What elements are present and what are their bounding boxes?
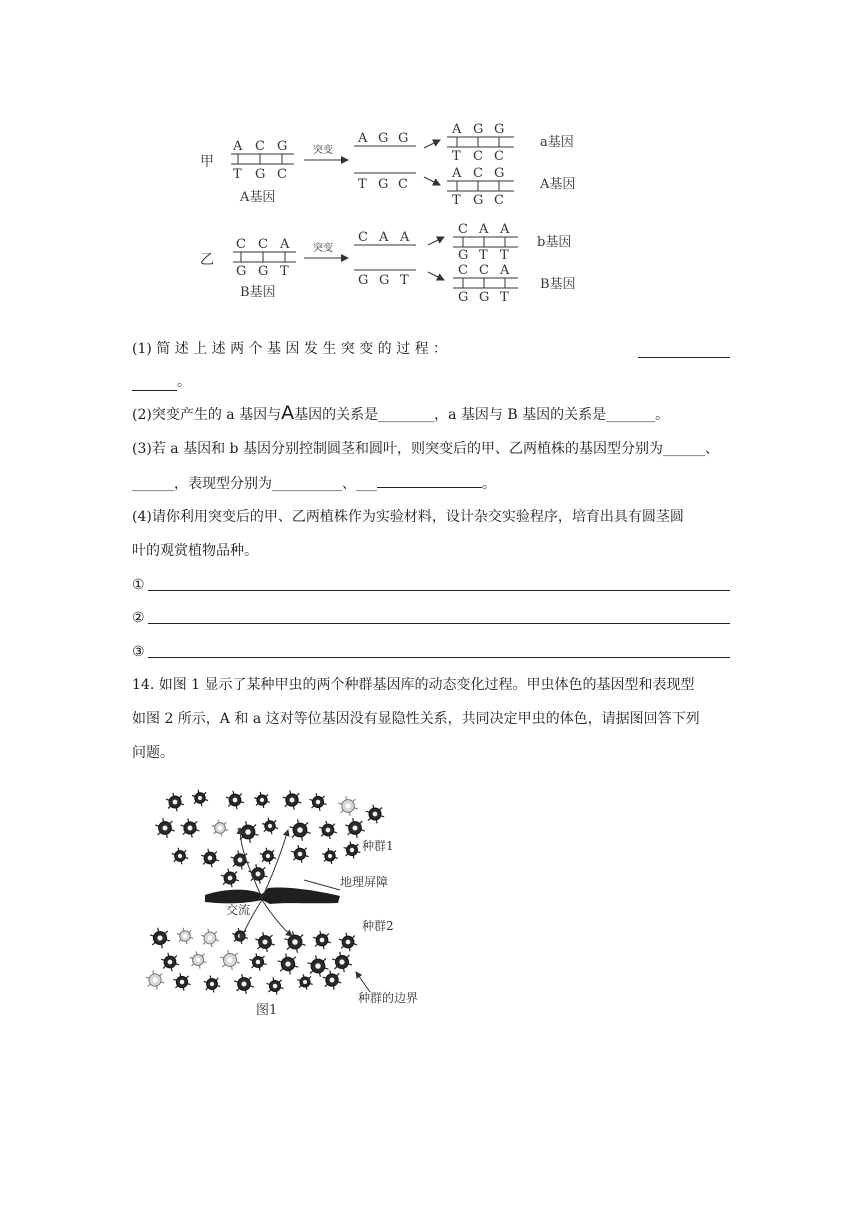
row-label-yi: 乙 bbox=[200, 252, 214, 268]
dark-beetle-icon bbox=[172, 848, 188, 865]
question-14-line3: 问题。 bbox=[132, 745, 174, 761]
label-population-boundary: 种群的边界 bbox=[358, 991, 419, 1005]
dark-beetle-icon bbox=[226, 791, 244, 809]
yi-r1-top-2: A bbox=[479, 222, 489, 237]
dark-beetle-icon bbox=[166, 793, 184, 812]
population-2-beetles bbox=[146, 928, 357, 995]
dark-beetle-icon bbox=[232, 928, 248, 944]
yi-r1-bot-1: G bbox=[458, 248, 469, 263]
jia-r1-bot-3: C bbox=[494, 149, 504, 164]
question-4-line1: (4)请你利用突变后的甲、乙两植株作为实验材料，设计杂交实验程序，培育出具有圆茎圆 bbox=[132, 509, 684, 525]
gene-mutation-diagram bbox=[0, 0, 860, 320]
jia-orig-bot-1: T bbox=[233, 167, 242, 182]
q2-big-A: A bbox=[281, 402, 295, 424]
jia-r1-bot-1: T bbox=[452, 149, 461, 164]
dark-beetle-icon bbox=[150, 928, 170, 948]
dark-beetle-icon bbox=[313, 931, 331, 949]
yi-orig-top-2: C bbox=[258, 237, 268, 252]
dark-beetle-icon bbox=[250, 953, 267, 970]
yi-r1-label: b基因 bbox=[537, 235, 572, 250]
light-beetle-icon bbox=[177, 928, 193, 944]
question-14-line2: 如图 2 所示，A 和 a 这对等位基因没有显隐性关系，共同决定甲虫的体色，请据图回答下列 bbox=[132, 711, 700, 727]
geographic-barrier bbox=[205, 887, 340, 904]
jia-r2-top-3: G bbox=[494, 166, 505, 181]
yi-mut-top-1: C bbox=[358, 230, 368, 245]
yi-arrow-down bbox=[428, 272, 444, 280]
jia-r2-bot-1: T bbox=[452, 193, 461, 208]
yi-r2-bot-1: G bbox=[458, 290, 469, 305]
jia-mut-top-1: A bbox=[358, 131, 368, 146]
light-beetle-icon bbox=[212, 820, 228, 837]
dark-beetle-icon bbox=[322, 848, 338, 864]
question-3-line1: (3)若 a 基因和 b 基因分别控制圆茎和圆叶，则突变后的甲、乙两植株的基因型分别为______、 bbox=[132, 441, 719, 457]
dark-beetle-icon bbox=[181, 819, 200, 838]
q3-answer-blank[interactable] bbox=[377, 472, 482, 488]
jia-r1-top-3: G bbox=[494, 122, 505, 137]
yi-mutated-strands bbox=[354, 230, 416, 288]
yi-original-gene bbox=[233, 237, 296, 300]
dark-beetle-icon bbox=[262, 818, 278, 834]
boundary-pointer bbox=[356, 972, 370, 992]
barrier-pointer bbox=[304, 880, 340, 890]
light-beetle-icon bbox=[220, 950, 240, 970]
dark-beetle-icon bbox=[254, 792, 270, 808]
step-2-answer-line[interactable] bbox=[148, 623, 730, 624]
jia-r1-top-1: A bbox=[452, 122, 462, 137]
light-beetle-icon bbox=[201, 929, 219, 947]
yi-gene-label: B基因 bbox=[240, 285, 276, 300]
label-population-1: 种群1 bbox=[362, 839, 394, 853]
yi-r1-top-1: C bbox=[458, 222, 468, 237]
yi-r1-bot-3: T bbox=[500, 248, 509, 263]
jia-mut-top-2: G bbox=[378, 131, 389, 146]
jia-arrow-label: 突变 bbox=[313, 145, 333, 156]
population-1-beetles bbox=[155, 790, 384, 888]
dark-beetle-icon bbox=[278, 954, 299, 975]
label-population-2: 种群2 bbox=[362, 919, 394, 933]
dark-beetle-icon bbox=[310, 793, 327, 810]
dark-beetle-icon bbox=[221, 869, 239, 888]
jia-r2-top-2: C bbox=[473, 166, 483, 181]
yi-orig-top-1: C bbox=[236, 237, 246, 252]
step-1-answer-line[interactable] bbox=[148, 590, 730, 591]
row-label-jia: 甲 bbox=[200, 154, 214, 170]
jia-r1-top-2: G bbox=[473, 122, 484, 137]
step-1-marker: ① bbox=[132, 577, 145, 593]
dark-beetle-icon bbox=[267, 977, 284, 994]
yi-r2-top-1: C bbox=[458, 263, 468, 278]
jia-r2-label: A基因 bbox=[540, 177, 576, 192]
jia-mut-bot-2: G bbox=[378, 177, 389, 192]
jia-orig-top-2: C bbox=[255, 139, 265, 154]
yi-orig-top-3: A bbox=[280, 237, 290, 252]
yi-orig-bot-3: T bbox=[280, 264, 289, 279]
yi-r2-top-2: C bbox=[479, 263, 489, 278]
dark-beetle-icon bbox=[192, 790, 208, 806]
yi-result-b-gene bbox=[453, 222, 571, 263]
yi-r1-top-3: A bbox=[500, 222, 510, 237]
jia-orig-top-1: A bbox=[233, 139, 243, 154]
dark-beetle-icon bbox=[204, 976, 221, 993]
yi-arrow-label: 突变 bbox=[313, 243, 333, 254]
jia-original-gene bbox=[231, 139, 294, 205]
yi-r2-bot-3: T bbox=[500, 290, 509, 305]
q2-part-b: 基因的关系是________，a 基因与 B 基因的关系是_______。 bbox=[294, 407, 670, 423]
dark-beetle-icon bbox=[201, 849, 219, 867]
yi-r2-bot-2: G bbox=[479, 290, 490, 305]
question-1-text: (1) 简 述 上 述 两 个 基 因 发 生 突 变 的 过 程 ： bbox=[132, 341, 448, 357]
jia-orig-bot-3: C bbox=[277, 167, 287, 182]
exchange-arrow-down-right bbox=[262, 900, 292, 936]
dark-beetle-icon bbox=[289, 819, 310, 841]
step-3-marker: ③ bbox=[132, 644, 145, 660]
label-geographic-barrier: 地理屏障 bbox=[340, 875, 389, 889]
jia-gene-label: A基因 bbox=[240, 190, 276, 205]
jia-mut-bot-3: C bbox=[398, 177, 408, 192]
label-exchange: 交流 bbox=[226, 903, 251, 917]
yi-mut-top-2: A bbox=[379, 230, 389, 245]
dark-beetle-icon bbox=[339, 933, 357, 951]
q1-answer-blank-2[interactable] bbox=[132, 390, 177, 391]
jia-r2-bot-3: C bbox=[494, 193, 504, 208]
q3-end-punct: 。 bbox=[482, 476, 496, 492]
q1-answer-blank-1[interactable] bbox=[638, 357, 730, 358]
jia-r2-top-1: A bbox=[452, 166, 462, 181]
dark-beetle-icon bbox=[283, 790, 302, 809]
yi-r2-top-3: A bbox=[500, 263, 510, 278]
dark-beetle-icon bbox=[155, 818, 174, 838]
jia-arrow-down bbox=[424, 177, 440, 185]
jia-mutated-strands bbox=[354, 131, 416, 192]
jia-mut-top-3: G bbox=[398, 131, 409, 146]
jia-orig-bot-2: G bbox=[255, 167, 266, 182]
dark-beetle-icon bbox=[345, 818, 364, 838]
yi-r2-label: B基因 bbox=[540, 277, 576, 292]
dark-beetle-icon bbox=[260, 848, 276, 865]
jia-mut-bot-1: T bbox=[358, 177, 367, 192]
question-3-line2 bbox=[132, 472, 496, 495]
jia-r2-bot-2: G bbox=[473, 193, 484, 208]
question-4-line2: 叶的观赏植物品种。 bbox=[132, 543, 258, 559]
jia-result-A-gene bbox=[447, 166, 575, 208]
dark-beetle-icon bbox=[319, 821, 337, 839]
yi-orig-bot-2: G bbox=[258, 264, 269, 279]
q1-end-punct: 。 bbox=[177, 374, 191, 390]
step-2-marker: ② bbox=[132, 610, 145, 626]
q3-line2-text: ______，表现型分别为__________、___ bbox=[132, 476, 377, 492]
light-beetle-icon bbox=[190, 951, 207, 968]
dark-beetle-icon bbox=[255, 932, 274, 952]
dark-beetle-icon bbox=[234, 974, 253, 994]
question-2 bbox=[132, 404, 669, 426]
dark-beetle-icon bbox=[161, 953, 179, 971]
dark-beetle-icon bbox=[344, 842, 361, 859]
jia-r1-label: a基因 bbox=[540, 135, 574, 150]
jia-orig-top-3: G bbox=[277, 139, 288, 154]
jia-r1-bot-2: C bbox=[473, 149, 483, 164]
yi-r1-bot-2: T bbox=[479, 248, 488, 263]
figure-1-caption: 图1 bbox=[256, 1003, 278, 1018]
dark-beetle-icon bbox=[308, 955, 329, 976]
dark-beetle-icon bbox=[323, 970, 342, 989]
dark-beetle-icon bbox=[332, 952, 352, 972]
yi-orig-bot-1: G bbox=[236, 264, 247, 279]
question-14-line1: 14. 如图 1 显示了某种甲虫的两个种群基因库的动态变化过程。甲虫体色的基因型和表现型 bbox=[132, 677, 695, 693]
dark-beetle-icon bbox=[284, 931, 305, 953]
jia-result-a-gene bbox=[447, 122, 574, 164]
jia-arrow-up bbox=[424, 140, 440, 148]
light-beetle-icon bbox=[338, 796, 357, 816]
light-beetle-icon bbox=[146, 971, 165, 990]
yi-result-B-gene bbox=[453, 263, 576, 305]
dark-beetle-icon bbox=[366, 805, 384, 824]
q2-part-a: (2)突变产生的 a 基因与 bbox=[132, 407, 282, 423]
figure-1-population-diagram bbox=[0, 770, 860, 1030]
yi-mut-bot-3: T bbox=[400, 273, 409, 288]
yi-mut-top-3: A bbox=[400, 230, 410, 245]
dark-beetle-icon bbox=[297, 974, 312, 990]
yi-arrow-up bbox=[428, 237, 444, 245]
dark-beetle-icon bbox=[291, 845, 308, 863]
yi-mut-bot-2: G bbox=[379, 273, 390, 288]
yi-mut-bot-1: G bbox=[358, 273, 369, 288]
step-3-answer-line[interactable] bbox=[148, 657, 730, 658]
dark-beetle-icon bbox=[173, 973, 190, 991]
